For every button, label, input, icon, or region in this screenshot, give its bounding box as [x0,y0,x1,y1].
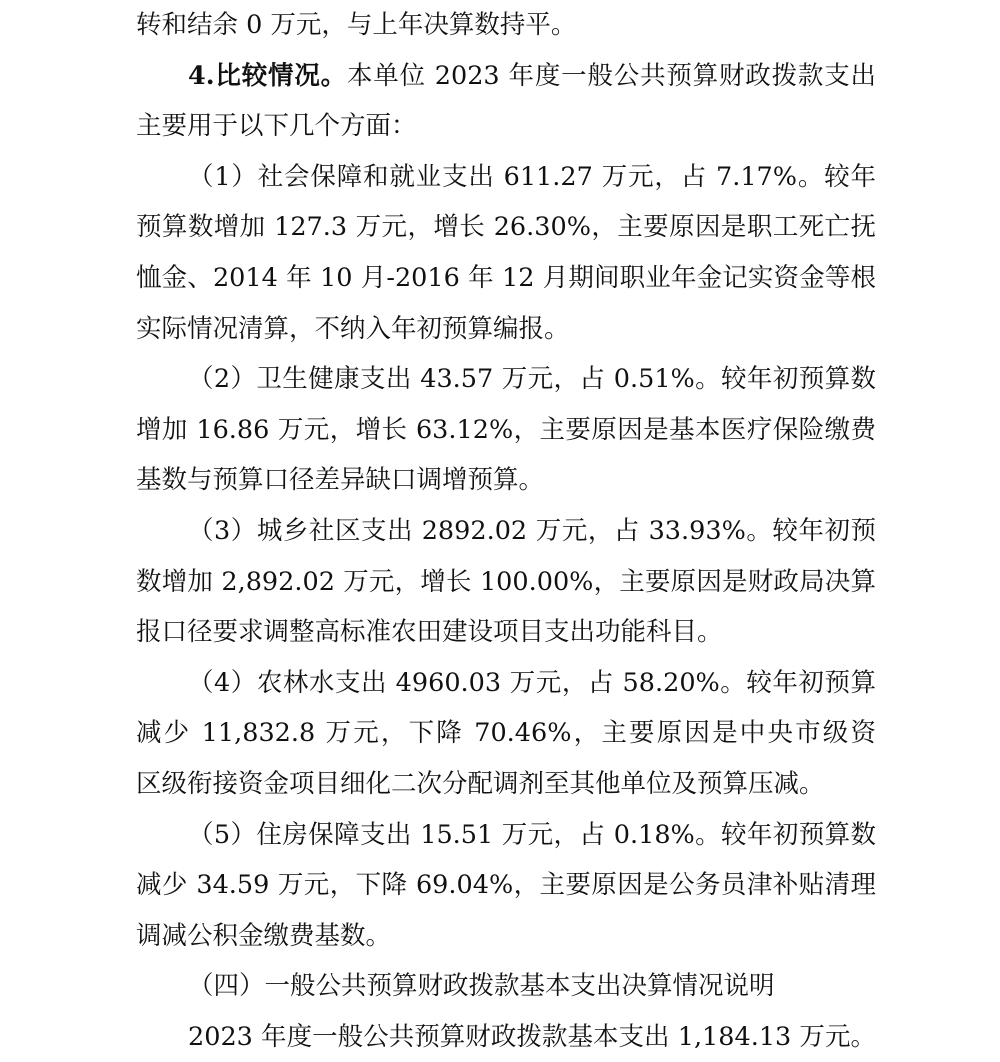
paragraph-line: 主要用于以下几个方面： [136,111,417,142]
paragraph-line: 区级衔接资金项目细化二次分配调剂至其他单位及预算压减。 [136,768,825,799]
paragraph-line: 调减公积金缴费基数。 [136,920,392,951]
paragraph-line: 基数与预算口径差异缺口调增预算。 [136,465,545,496]
paragraph-line: 减少 11,832.8 万元，下降 70.46%，主要原因是中央市级资 [136,718,876,749]
paragraph-line: 预算数增加 127.3 万元，增长 26.30%，主要原因是职工死亡抚 [136,212,876,243]
paragraph-line: （4）农林水支出 4960.03 万元，占 58.20%。较年初预算 [188,667,876,698]
paragraph-line: 报口径要求调整高标准农田建设项目支出功能科目。 [136,617,723,648]
paragraph-line: 转和结余 0 万元，与上年决算数持平。 [136,10,577,40]
paragraph-line: （5）住房保障支出 15.51 万元，占 0.18%。较年初预算数 [188,819,876,850]
section-heading: （四）一般公共预算财政拨款基本支出决算情况说明 [188,971,775,1002]
paragraph-line: （1）社会保障和就业支出 611.27 万元，占 7.17%。较年 [188,161,876,192]
paragraph-line: 实际情况清算，不纳入年初预算编报。 [136,313,570,344]
paragraph-line: 2023 年度一般公共预算财政拨款基本支出 1,184.13 万元。 [188,1021,876,1052]
paragraph-text: 本单位 2023 年度一般公共预算财政拨款支出 [346,60,876,91]
section-label: 4.比较情况。 [188,60,347,91]
paragraph-line: （3）城乡社区支出 2892.02 万元，占 33.93%。较年初预 [188,515,876,546]
paragraph-line: 数增加 2,892.02 万元，增长 100.00%，主要原因是财政局决算 [136,566,876,597]
document-page [136,0,876,1062]
paragraph-line: （2）卫生健康支出 43.57 万元，占 0.51%。较年初预算数 [188,364,876,395]
paragraph-line: 增加 16.86 万元，增长 63.12%，主要原因是基本医疗保险缴费 [136,414,876,445]
paragraph-line: 恤金、2014 年 10 月-2016 年 12 月期间职业年金记实资金等根 [136,262,876,293]
paragraph-line [136,51,876,102]
paragraph-line: 减少 34.59 万元，下降 69.04%，主要原因是公务员津补贴清理 [136,870,876,901]
